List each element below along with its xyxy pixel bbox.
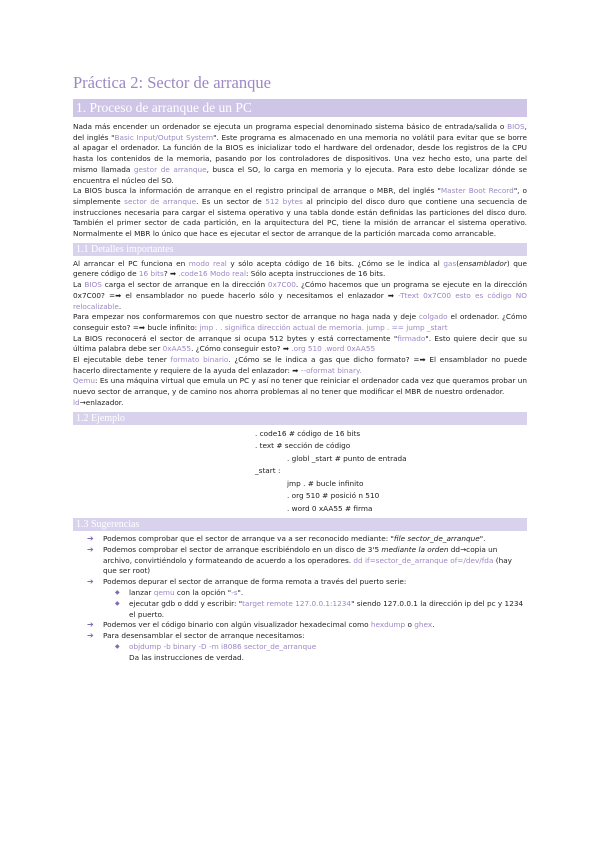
detail-signature: La BIOS reconocerá el sector de arranque si ocupa 512 bytes y está correctamente "firmado". Esto quiere decir que su última palabra debe ser 0xAA55. ¿Cómo conseguir esto? ➡ .org 510 .word 0xAA55 [73,333,527,354]
diamond-icon: ◆ [115,589,120,597]
section-heading: 1. Proceso de arranque de un PC [73,99,527,117]
list-item: ➔ Podemos depurar el sector de arranque de forma remota a través del puerto serie: ◆ lanzar qemu con la opción "-s". ◆ ejecutar gdb o ddd y escribir: "target remote 127.0.0.1:1234" siendo 127.0.0.1 la dirección ip del pc y 1234 el puerto. [73,577,527,620]
list-item: ➔ Podemos comprobar el sector de arranque escribiéndolo en un disco de 3'5 mediante la orden dd→copia un archivo, convirtiéndolo y formateando de acuerdo a los operadores. dd if=sector_de_arranque of=/dev/fda (hay que ser root) [87,544,513,576]
arrow-right-icon: ➔ [87,544,94,554]
subsection-heading-details: 1.1 Detalles importantes [73,243,527,256]
diamond-icon: ◆ [115,643,120,651]
detail-ld: ld→enlazador. [73,397,124,407]
detail-qemu: Qemu: Es una máquina virtual que emula un PC y así no tener que reiniciar el ordenador cada vez que queramos probar un nuevo sector de arranque, y de camino nos ahorra problemas al no tener que modificar el MBR de nuestro ordenador. [73,376,527,397]
code-example [73,428,527,516]
paragraph-mbr: La BIOS busca la información de arranque en el registro principal de arranque o MBR, del inglés "Master Boot Record", o simplemente sector de arranque. Es un sector de 512 bytes al principio del disco duro que contiene una secuencia de instrucciones necesaria para cargar el sistema operativo y una tabla donde están definidas las particiones del disco duro. También el primer sector de cada partición, en la arquitectura del PC, tiene la misión de arrancar el sistema operativo. Normalmente el MBR lo único que hace es ejecutar el sector de arranque de la partición marcada como arrancable. [73,186,528,239]
sublist [103,642,527,653]
code-line: . word 0 xAA55 # firma [287,503,373,513]
page-title: Práctica 2: Sector de arranque [73,73,271,92]
arrow-right-icon: ➔ [87,631,94,641]
list-item: ➔ Podemos comprobar que el sector de arranque va a ser reconocido mediante: "file sector_de_arranque". [87,534,486,544]
code-line: . org 510 # posició n 510 [287,491,380,501]
code-line: _start : [255,466,281,476]
list-item: ➔ Podemos ver el código binario con algún visualizador hexadecimal como hexdump o ghex. [87,620,435,630]
sublist-item: ◆ objdump -b binary -D -m i8086 sector_de_arranque [115,642,317,652]
code-line: . text # sección de código [255,441,351,451]
detail-infinite-loop: Para empezar nos conformaremos con que nuestro sector de arranque no haga nada y deje colgado el ordenador. ¿Cómo conseguir esto? =➡ bucle infinito: jmp . . significa dirección actual de memoria. jump . == jump _start [73,312,527,332]
arrow-right-icon: ➔ [87,534,94,544]
code-line: . globl _start # punto de entrada [287,453,407,463]
list-item: ➔ Para desensamblar el sector de arranque necesitamos: ◆ objdump -b binary -D -m i8086 sector_de_arranque Da las instrucciones de verdad. [73,631,527,663]
diamond-icon: ◆ [115,599,120,607]
subsection-heading-suggestions: 1.3 Sugerencias [73,518,527,531]
detail-real-mode: Al arrancar el PC funciona en modo real y sólo acepta código de 16 bits. ¿Cómo se le indica al gas(ensamblador) que genere código de 16 bits? ➡ .code16 Modo real: Sólo acepta instrucciones de 16 bits. [73,258,527,279]
sublist [103,588,527,620]
code-line: jmp . # bucle infinito [287,478,364,488]
sublist-item: ◆ lanzar qemu con la opción "-s". [115,588,244,598]
sublist-item: ◆ ejecutar gdb o ddd y escribir: "target remote 127.0.0.1:1234" siendo 127.0.0.1 la dirección ip del pc y 1234 el puerto. [115,598,524,619]
paragraph-bios: Nada más encender un ordenador se ejecuta un programa especial denominado sistema básico de entrada/salida o BIOS, del inglés "Basic Input/Output System". Este programa es almacenado en una memoria no volátil para evitar que se borre al apagar el ordenador. La función de la BIOS es inicializar todo el hardware del ordenador, desde los registros de la CPU hasta los contenidos de la memoria, pasando por los controladores de dispositivos. Una vez hecho esto, una parte del mismo llamada gestor de arranque, busca el SO, lo carga en memoria y lo ejecuta. Para esto debe localizar dónde se encuentra el núcleo del SO. [73,122,527,185]
suggestions-list [73,534,527,664]
subsection-heading-example: 1.2 Ejemplo [73,412,527,425]
arrow-right-icon: ➔ [87,577,94,587]
arrow-right-icon: ➔ [87,620,94,630]
code-line: . code16 # código de 16 bits [255,428,361,438]
detail-load-address: La BIOS carga el sector de arranque en la dirección 0x7C00. ¿Cómo hacemos que un programa se ejecute en la dirección 0x7C00? =➡ el ensamblador no puede hacerlo sólo y necesitamos el enlazador ➡ -Ttext 0x7C00 esto es código NO relocalizable. [73,280,527,311]
detail-binary-format: El ejecutable debe tener formato binario. ¿Cómo se le indica a gas que dicho formato? =➡ El ensamblador no puede hacerlo directamente y requiere de la ayuda del enlazador: ➡ --oformat binary. [73,355,528,375]
note-text: Da las instrucciones de verdad. [129,652,244,662]
